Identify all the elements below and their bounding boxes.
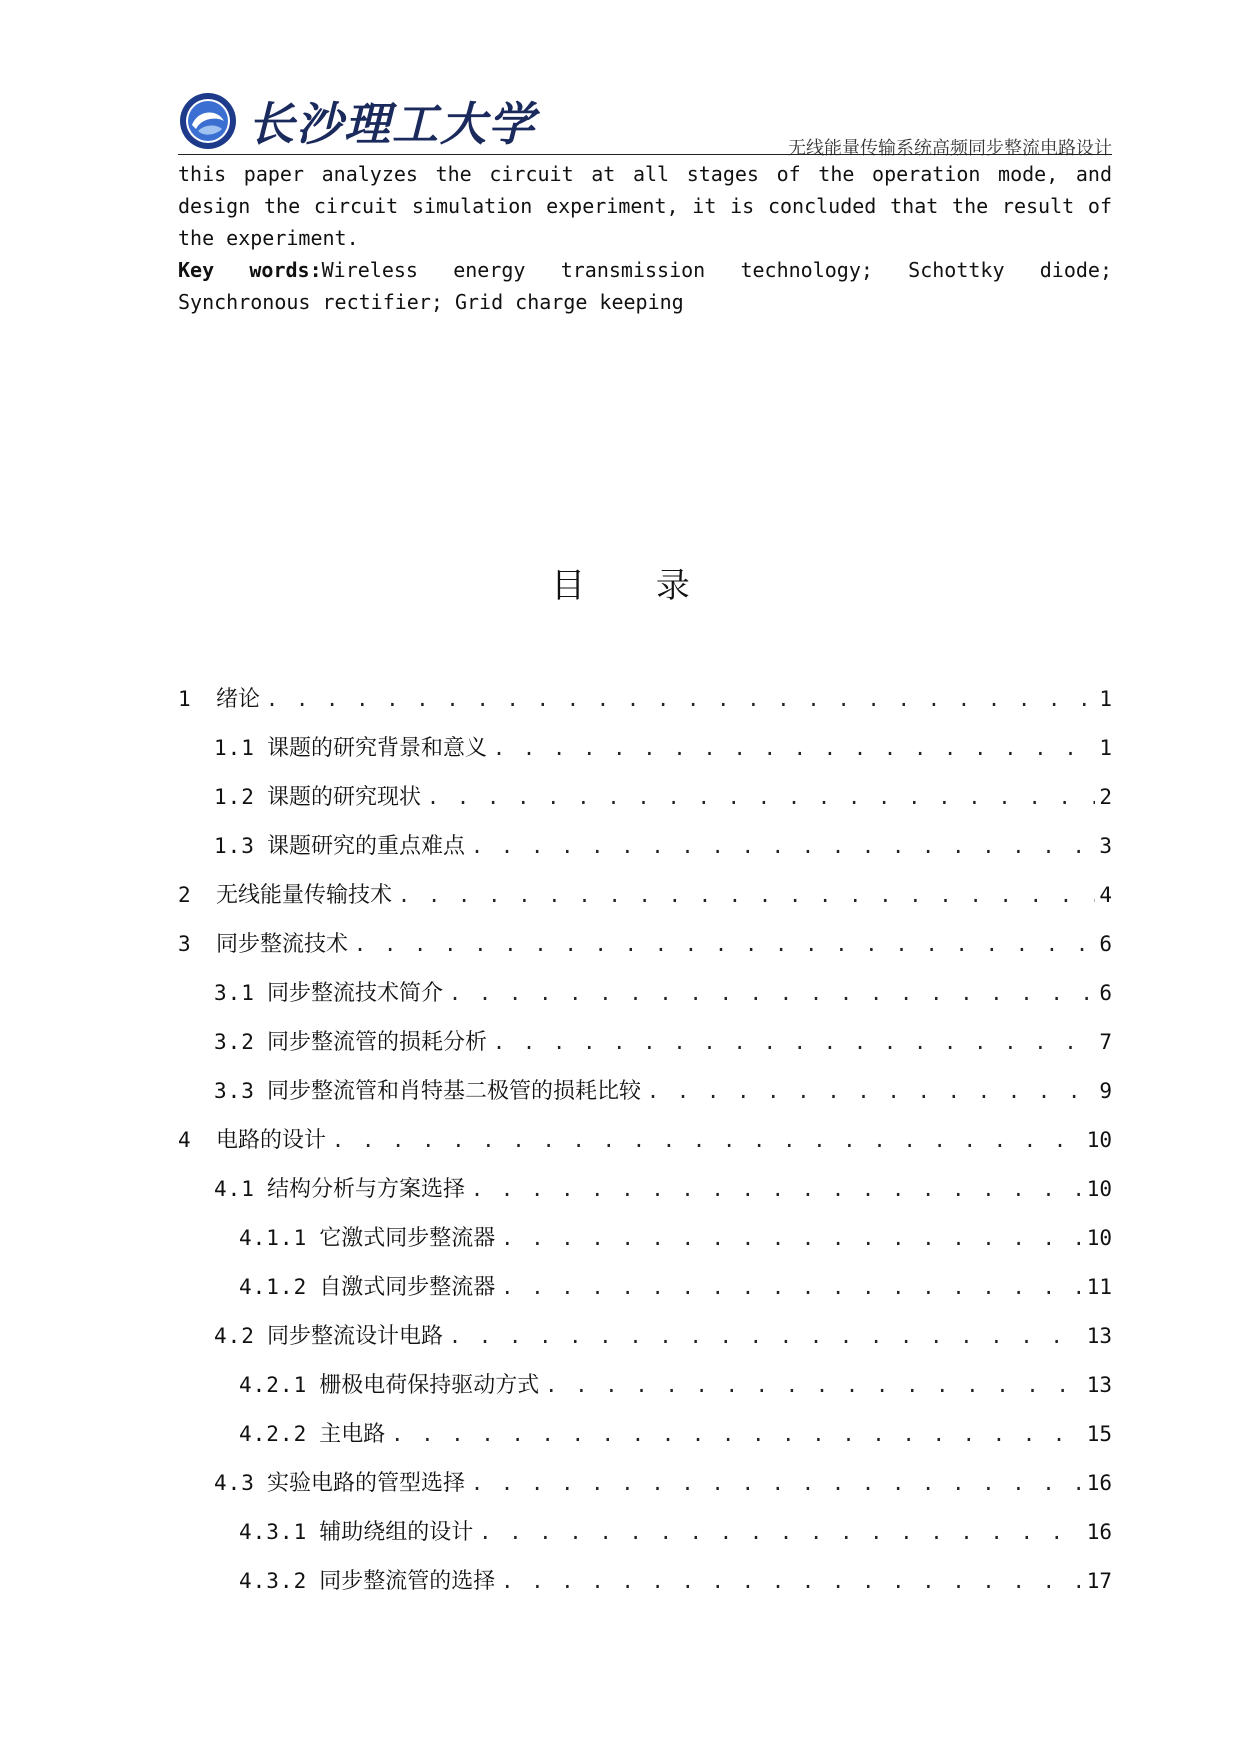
toc-entry-label: 课题的研究背景和意义 <box>266 736 487 761</box>
university-name: 长沙理工大学 <box>248 97 536 151</box>
toc-entry[interactable] <box>178 1515 1112 1564</box>
document-title: 无线能量传输系统高频同步整流电路设计 <box>788 138 1112 159</box>
toc-leader-dots <box>479 1520 1082 1544</box>
toc-entry-number: 3.2 <box>214 1030 255 1054</box>
toc-entry-page: 1 <box>1099 687 1112 711</box>
toc-entry[interactable] <box>178 1564 1112 1613</box>
toc-entry-label: 实验电路的管型选择 <box>266 1471 465 1496</box>
toc-entry[interactable] <box>178 731 1112 780</box>
keywords-line <box>178 254 1112 318</box>
toc-entry-label: 绪论 <box>216 687 261 712</box>
toc-entry-label: 课题研究的重点难点 <box>266 834 465 859</box>
toc-leader-dots <box>471 1471 1083 1495</box>
toc-entry[interactable] <box>178 976 1112 1025</box>
toc-leader-dots <box>493 1030 1095 1054</box>
toc-entry-label: 同步整流设计电路 <box>266 1324 443 1349</box>
toc-entry-page: 13 <box>1086 1373 1112 1397</box>
toc-leader-dots <box>449 981 1095 1005</box>
toc-entry-number: 3 <box>178 932 192 956</box>
toc-entry-number: 3.3 <box>214 1079 255 1103</box>
toc-entry[interactable] <box>178 1319 1112 1368</box>
toc-title: 目 录 <box>551 566 720 606</box>
toc-entry-page: 6 <box>1099 932 1112 956</box>
toc-entry-page: 3 <box>1099 834 1112 858</box>
toc-entry-number: 2 <box>178 883 192 907</box>
toc-leader-dots <box>391 1422 1082 1446</box>
toc-entry-label: 同步整流管和肖特基二极管的损耗比较 <box>266 1079 641 1104</box>
toc-entry[interactable] <box>178 1123 1112 1172</box>
toc-leader-dots <box>449 1324 1083 1348</box>
abstract-text: this paper analyzes the circuit at all stages of the operation mode, and design the circuit simulation experiment, it is concluded that the result of the experiment. <box>178 162 1112 250</box>
toc-leader-dots <box>471 1177 1083 1201</box>
toc-leader-dots <box>398 883 1095 907</box>
toc-leader-dots <box>493 736 1095 760</box>
toc-entry-page: 16 <box>1086 1520 1112 1544</box>
toc-entry-page: 2 <box>1099 785 1112 809</box>
toc-entry-page: 16 <box>1086 1471 1112 1495</box>
toc-entry-page: 10 <box>1086 1177 1112 1201</box>
toc-entry-page: 13 <box>1086 1324 1112 1348</box>
toc-entry-number: 4.2.2 <box>239 1422 308 1446</box>
toc-entry-label: 同步整流管的选择 <box>319 1569 496 1594</box>
toc-entry[interactable] <box>178 1025 1112 1074</box>
toc-entry[interactable] <box>178 1417 1112 1466</box>
toc-entry-label: 同步整流技术简介 <box>266 981 443 1006</box>
toc-leader-dots <box>501 1226 1082 1250</box>
toc-entry-label: 无线能量传输技术 <box>216 883 393 908</box>
toc-entry-page: 10 <box>1086 1128 1112 1152</box>
toc-leader-dots <box>647 1079 1095 1103</box>
toc-entry-label: 课题的研究现状 <box>266 785 421 810</box>
toc-entry[interactable] <box>178 1221 1112 1270</box>
toc-entry[interactable] <box>178 1172 1112 1221</box>
toc-entry-number: 4.3.1 <box>239 1520 308 1544</box>
toc-entry-page: 17 <box>1086 1569 1112 1593</box>
toc-entry-number: 4.1.1 <box>239 1226 308 1250</box>
abstract-section <box>178 158 1112 318</box>
toc-entry[interactable] <box>178 1270 1112 1319</box>
toc-entry-number: 4 <box>178 1128 192 1152</box>
toc-leader-dots <box>332 1128 1083 1152</box>
toc-entry-number: 4.3.2 <box>239 1569 308 1593</box>
toc-entry-label: 结构分析与方案选择 <box>266 1177 465 1202</box>
toc-entry-number: 3.1 <box>214 981 255 1005</box>
toc-entry-label: 它激式同步整流器 <box>319 1226 496 1251</box>
toc-entry-number: 1.3 <box>214 834 255 858</box>
toc-entry-label: 主电路 <box>319 1422 386 1447</box>
toc-entry-number: 1.1 <box>214 736 255 760</box>
toc-entry[interactable] <box>178 1368 1112 1417</box>
table-of-contents <box>178 682 1112 1613</box>
toc-leader-dots <box>545 1373 1082 1397</box>
toc-entry-page: 11 <box>1086 1275 1112 1299</box>
toc-entry-label: 自激式同步整流器 <box>319 1275 496 1300</box>
toc-entry[interactable] <box>178 1466 1112 1515</box>
keywords-label: Key words: <box>178 258 322 282</box>
toc-entry[interactable] <box>178 1074 1112 1123</box>
header-divider <box>178 154 1112 155</box>
university-logo <box>178 88 536 154</box>
toc-leader-dots <box>501 1275 1082 1299</box>
toc-entry[interactable] <box>178 927 1112 976</box>
toc-entry-page: 15 <box>1086 1422 1112 1446</box>
toc-entry[interactable] <box>178 780 1112 829</box>
toc-entry-label: 同步整流管的损耗分析 <box>266 1030 487 1055</box>
toc-entry-number: 4.2.1 <box>239 1373 308 1397</box>
toc-entry-number: 4.3 <box>214 1471 255 1495</box>
toc-entry-page: 10 <box>1086 1226 1112 1250</box>
toc-entry[interactable] <box>178 682 1112 731</box>
toc-entry-number: 4.1.2 <box>239 1275 308 1299</box>
toc-entry-label: 栅极电荷保持驱动方式 <box>319 1373 540 1398</box>
toc-entry-page: 7 <box>1099 1030 1112 1054</box>
toc-leader-dots <box>266 687 1095 711</box>
toc-entry-page: 9 <box>1099 1079 1112 1103</box>
toc-entry[interactable] <box>178 829 1112 878</box>
toc-entry-number: 1 <box>178 687 192 711</box>
keywords-text: Wireless energy transmission technology; Schottky diode; Synchronous rectifier; Grid charge keeping <box>178 258 1112 314</box>
toc-entry-page: 1 <box>1099 736 1112 760</box>
toc-leader-dots <box>427 785 1095 809</box>
toc-entry-number: 4.1 <box>214 1177 255 1201</box>
toc-entry-number: 1.2 <box>214 785 255 809</box>
toc-entry-number: 4.2 <box>214 1324 255 1348</box>
toc-entry-label: 电路的设计 <box>216 1128 327 1153</box>
toc-leader-dots <box>354 932 1095 956</box>
page-header <box>178 88 1112 159</box>
toc-entry-label: 辅助绕组的设计 <box>319 1520 474 1545</box>
toc-entry-page: 6 <box>1099 981 1112 1005</box>
toc-leader-dots <box>501 1569 1082 1593</box>
toc-leader-dots <box>471 834 1095 858</box>
toc-entry-page: 4 <box>1099 883 1112 907</box>
toc-entry-label: 同步整流技术 <box>216 932 349 957</box>
toc-entry[interactable] <box>178 878 1112 927</box>
university-emblem-icon <box>178 91 238 151</box>
